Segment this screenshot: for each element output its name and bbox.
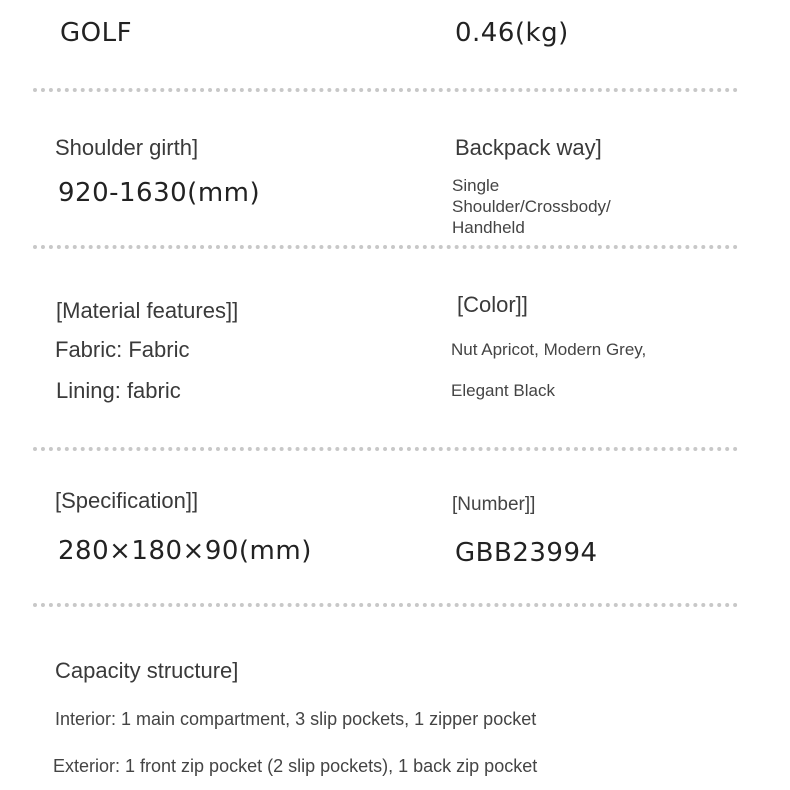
backpack-way-value-line3: Handheld <box>452 218 525 237</box>
specification-value: 280×180×90(mm) <box>58 536 312 566</box>
backpack-way-value-line2: Shoulder/Crossbody/ <box>452 197 611 216</box>
backpack-way-label: Backpack way] <box>455 135 602 160</box>
material-features-label: [Material features]] <box>56 298 239 323</box>
lining-value: Lining: fabric <box>56 378 181 403</box>
divider <box>33 603 738 607</box>
fabric-value: Fabric: Fabric <box>55 337 190 362</box>
number-label: [Number]] <box>452 494 536 515</box>
color-value-line2: Elegant Black <box>451 381 555 400</box>
weight-value: 0.46(kg) <box>455 18 569 48</box>
exterior-text: Exterior: 1 front zip pocket (2 slip pockets), 1 back zip pocket <box>53 756 538 776</box>
number-value: GBB23994 <box>455 538 598 568</box>
brand-value: GOLF <box>60 18 133 48</box>
divider <box>33 88 738 92</box>
backpack-way-value-line1: Single <box>452 176 500 195</box>
divider <box>33 447 738 451</box>
interior-text: Interior: 1 main compartment, 3 slip pockets, 1 zipper pocket <box>55 709 537 729</box>
shoulder-girth-label: Shoulder girth] <box>55 135 199 160</box>
color-value-line1: Nut Apricot, Modern Grey, <box>451 340 647 359</box>
color-label: [Color]] <box>457 292 528 317</box>
divider <box>33 245 738 249</box>
capacity-structure-label: Capacity structure] <box>55 658 239 683</box>
shoulder-girth-value: 920-1630(mm) <box>58 178 261 208</box>
specification-label: [Specification]] <box>55 488 199 513</box>
